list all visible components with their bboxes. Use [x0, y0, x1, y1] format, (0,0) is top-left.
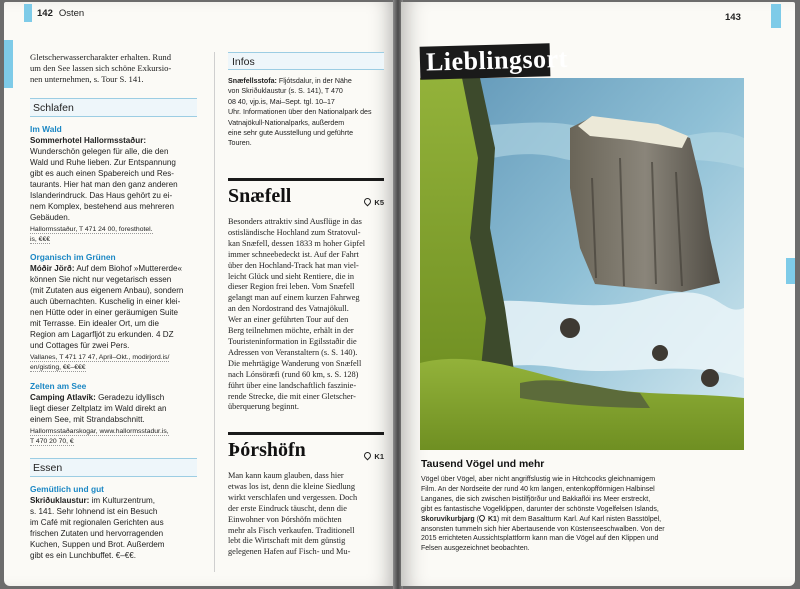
text-line: 2015 errichteten Aussichtsplattform kann man die Vögel auf den Klippen und: [421, 535, 659, 543]
text-line: im Café mit regionalen Gerichten aus: [30, 518, 164, 527]
map-ref-code: K1: [374, 452, 384, 461]
destination-heading-thorshofn: [228, 432, 384, 462]
page-number: 142: [37, 8, 53, 19]
text-line: der erste Eindruck täuscht, denn die: [228, 503, 347, 513]
text-line: gibt es fantastische Vogelklippen, darunter der schönste Vogelfelsen Islands,: [421, 505, 659, 513]
text-line: etwas los ist, denn die kleine Siedlung: [228, 481, 355, 491]
page-header-left: [37, 8, 84, 19]
text-line: Besonders attraktiv sind Ausflüge in das: [228, 217, 362, 226]
text-line: 08 40, vjp.is, Mai–Sept. tgl. 10–17: [228, 97, 335, 106]
infos-block: [228, 76, 384, 149]
text-line: rende Strecke, die mit einer Gletscher-: [228, 391, 356, 401]
text-line: Gebäuden.: [30, 213, 71, 222]
text-line: gibt es ein Lunchbuffet. €–€€.: [30, 551, 137, 560]
text-line: Vatnajökull-Nationalparks, außerdem: [228, 118, 345, 127]
entry-skriduklaustur: [30, 484, 197, 561]
text-line: dieser Region frei leben. Vom Snæfell: [228, 282, 355, 292]
snaefell-text: [228, 217, 384, 413]
entry-sommerhotel: [30, 124, 197, 244]
entry-name: Sommerhotel Hallormsstaður:: [30, 136, 147, 145]
map-reference: [364, 452, 384, 461]
text-line: Film. An der Nordseite der rund 40 km langen, entenkopfförmigen Halbinsel: [421, 485, 655, 493]
text-line: Man kann kaum glauben, dass hier: [228, 471, 344, 480]
text-line: führt über eine landschaftlich faszinie-: [228, 380, 357, 390]
text-line: können Sie nicht nur vegetarisch essen: [30, 275, 172, 284]
text-line: Auf dem Biohof »Muttererde«: [76, 264, 183, 273]
photo-caption: Vögel über Vögel, aber nicht angriffslustig wie in Hitchcocks gleichnamigem Film. An der Nordseite der rund 40 km langen, entenkopfförmigen Halbinsel Langanes, die sich zwischen Þistilfjörður und Bakkaflói ins Meer erstreckt, gibt es fantastische Vogelklippen, darunter der schönste Vogelfelsen Islands, Skoruvíkurbjarg ( K1) mit dem Basaltturm Karl. Auf Karl nisten Basstölpel, ansonsten tummeln sich hier Abertausende von Küstenseeschwalben. Von der 2015 errichteten Aussichtsplattform kann man die Vögel auf den Klippen und Felsen ausgezeichnet beobachten.: [421, 475, 747, 554]
intro-paragraph: [30, 52, 197, 85]
text-line: Berg teilnehmen möchte, erhält in der: [228, 326, 354, 336]
text-line: im Kulturzentrum,: [91, 496, 156, 505]
destination-title: Snæfell: [228, 185, 292, 207]
text-line: (mit Zutaten aus eigenem Anbau), sondern: [30, 286, 184, 295]
text-line: überquerung beginnt.: [228, 402, 299, 412]
entry-info: Hallormsstaðarskogar, www.hallormsstadur.is,: [30, 428, 169, 435]
text-line: Die mehrtägige Wanderung von Snæfell: [228, 358, 362, 368]
text-line: von Skriðuklaustur (s. S. 141), T 470: [228, 87, 343, 96]
entry-category: Im Wald: [30, 124, 62, 134]
text-line: s. 141. Sehr lohnend ist ein Besuch: [30, 507, 158, 516]
text-line: Geradezu idyllisch: [98, 393, 165, 402]
text-line: mit dem Basaltturm Karl. Auf Karl nisten Basstölpel,: [501, 515, 662, 523]
entry-info: Hallormsstaður, T 471 24 00, foresthotel.: [30, 226, 153, 233]
text-line: frischen Zutaten und hervorragenden: [30, 529, 164, 538]
page-number-right: 143: [725, 12, 741, 23]
text-line: nach Lónsöræfi (rund 60 km, s. S. 128): [228, 369, 359, 379]
text-line: Wer an einer geführten Tour auf den: [228, 315, 349, 325]
text-line: Touren.: [228, 139, 252, 148]
entry-info: T 470 20 70, €: [30, 437, 74, 445]
text-line: leicht Glück und sieht Rentiere, die in: [228, 271, 355, 281]
text-line: Fljótsdalur, in der Nähe: [278, 77, 352, 85]
text-line: Wald und Ruhe lieben. Zur Entspannung: [30, 158, 176, 167]
text-line: gibt es auch einen Spabereich und Res-: [30, 169, 174, 178]
text-line: auch übernachten. Kuschelig in einer klei-: [30, 297, 181, 306]
entry-info: en/gisting, €€–€€€: [30, 363, 86, 371]
text-line: taurants. Hier hat man den ganz anderen: [30, 180, 178, 189]
map-pin-icon: [478, 513, 486, 521]
lieblingsort-badge: [420, 43, 569, 79]
entry-name: Skriðuklaustur:: [30, 496, 90, 505]
text-line: Uhr. Informationen über den Nationalpark des: [228, 108, 372, 117]
text-line: immer schneebedeckt ist. Auf der Fahrt: [228, 249, 359, 259]
entry-name: Móðir Jörð:: [30, 264, 75, 273]
text-line: mehr als Fisch verkaufen. Traditionell: [228, 525, 355, 535]
text-line: nen unternehmen, s. Tour S. 141.: [30, 74, 144, 85]
text-line: liegt dieser Zeltplatz im Wald direkt an: [30, 404, 167, 413]
text-line: Einwohner von Þórshöfn möchten: [228, 514, 342, 524]
map-pin-icon: [363, 197, 373, 207]
map-pin-icon: [363, 451, 373, 461]
destination-heading-snaefell: [228, 178, 384, 208]
text-line: nem Komplex, bestehend aus mehreren: [30, 202, 174, 211]
text-line: wirkt verschlafen und vergessen. Doch: [228, 492, 358, 502]
text-line: gelegenen Hafen auf Fisch- und Mu-: [228, 547, 351, 557]
text-line: Adressen von Veranstaltern (s. S. 140).: [228, 347, 358, 357]
entry-modir-jord: [30, 252, 197, 372]
section-name: Osten: [58, 8, 85, 19]
badge-text: Lieblingsort: [425, 43, 569, 77]
section-heading-essen: Essen: [30, 458, 197, 477]
text-line: lebt die Wirtschaft mit dem günstig: [228, 536, 346, 546]
entry-name: Snæfellsstofa:: [228, 77, 277, 85]
section-heading-schlafen: Schlafen: [30, 98, 197, 117]
section-heading-infos: Infos: [228, 52, 384, 70]
text-line: Langanes, die sich zwischen Þistilfjörður und Bakkaflói ins Meer erstreckt,: [421, 495, 651, 503]
text-line: Wunderschön gelegen für alle, die den: [30, 147, 169, 156]
entry-info: Vallanes, T 471 17 47, April–Okt., modirjord.is/: [30, 354, 170, 361]
place-name: Skoruvíkurbjarg: [421, 515, 475, 523]
text-line: und Cottages für zwei Pers.: [30, 341, 130, 350]
text-line: an den Nordostrand des Vatnajökull.: [228, 304, 349, 314]
text-line: mit Terrasse. Ein idealer Ort, um die: [30, 319, 159, 328]
text-line: eine sehr gute Ausstellung und geführte: [228, 129, 354, 138]
entry-camping-atlavik: [30, 381, 197, 446]
text-line: ostisländische Hochland zum Stratovul-: [228, 227, 361, 237]
text-line: Islanderindruck. Das Haus gehört zu ei-: [30, 191, 173, 200]
text-line: Felsen ausgezeichnet beobachten.: [421, 545, 530, 553]
thorshofn-text: [228, 471, 384, 558]
map-ref-code: K1: [487, 515, 497, 523]
text-line: Vögel über Vögel, aber nicht angriffslustig wie in Hitchcocks gleichnamigem: [421, 476, 656, 483]
page-tab-left: [24, 4, 32, 22]
text-line: Region am Lagarfljót zu erkunden. 4 DZ: [30, 330, 174, 339]
text-line: einem See, mit Strandabschnitt.: [30, 415, 145, 424]
edge-tab-right: [786, 258, 795, 284]
text-line: kan Snæfell, dessen 1833 m hoher Gipfel: [228, 238, 366, 248]
text-line: ansonsten tummeln sich hier Abertausende von Küstenseeschwalben. Von der: [421, 525, 665, 533]
edge-tab-left: [4, 40, 13, 88]
page-tab-right: [771, 4, 781, 28]
entry-category: Gemütlich und gut: [30, 484, 104, 494]
destination-title: Þórshöfn: [228, 439, 306, 461]
text-line: nen Hütte oder in einer geräumigen Suite: [30, 308, 179, 317]
entry-category: Zelten am See: [30, 381, 87, 391]
entry-category: Organisch im Grünen: [30, 252, 116, 262]
caption-title: Tausend Vögel und mehr: [421, 459, 545, 470]
entry-name: Camping Atlavík:: [30, 393, 96, 402]
text-line: Kuchen, Suppen und Brot. Außerdem: [30, 540, 165, 549]
text-line: Touristeninformation in Egilsstaðir die: [228, 336, 357, 346]
text-line: um den See lassen sich schöne Exkursio-: [30, 63, 172, 74]
column-divider: [214, 52, 215, 572]
text-line: Gletscherwassercharakter erhalten. Rund: [30, 52, 172, 62]
map-ref-code: K5: [374, 198, 384, 207]
text-line: gelangt man auf einem kurzen Fahrweg: [228, 293, 360, 303]
sea-stack-photo: [420, 78, 744, 450]
entry-info: is, €€€: [30, 235, 51, 243]
map-reference: [364, 198, 384, 207]
text-line: über den Hochland-Track hat man viel-: [228, 260, 359, 270]
